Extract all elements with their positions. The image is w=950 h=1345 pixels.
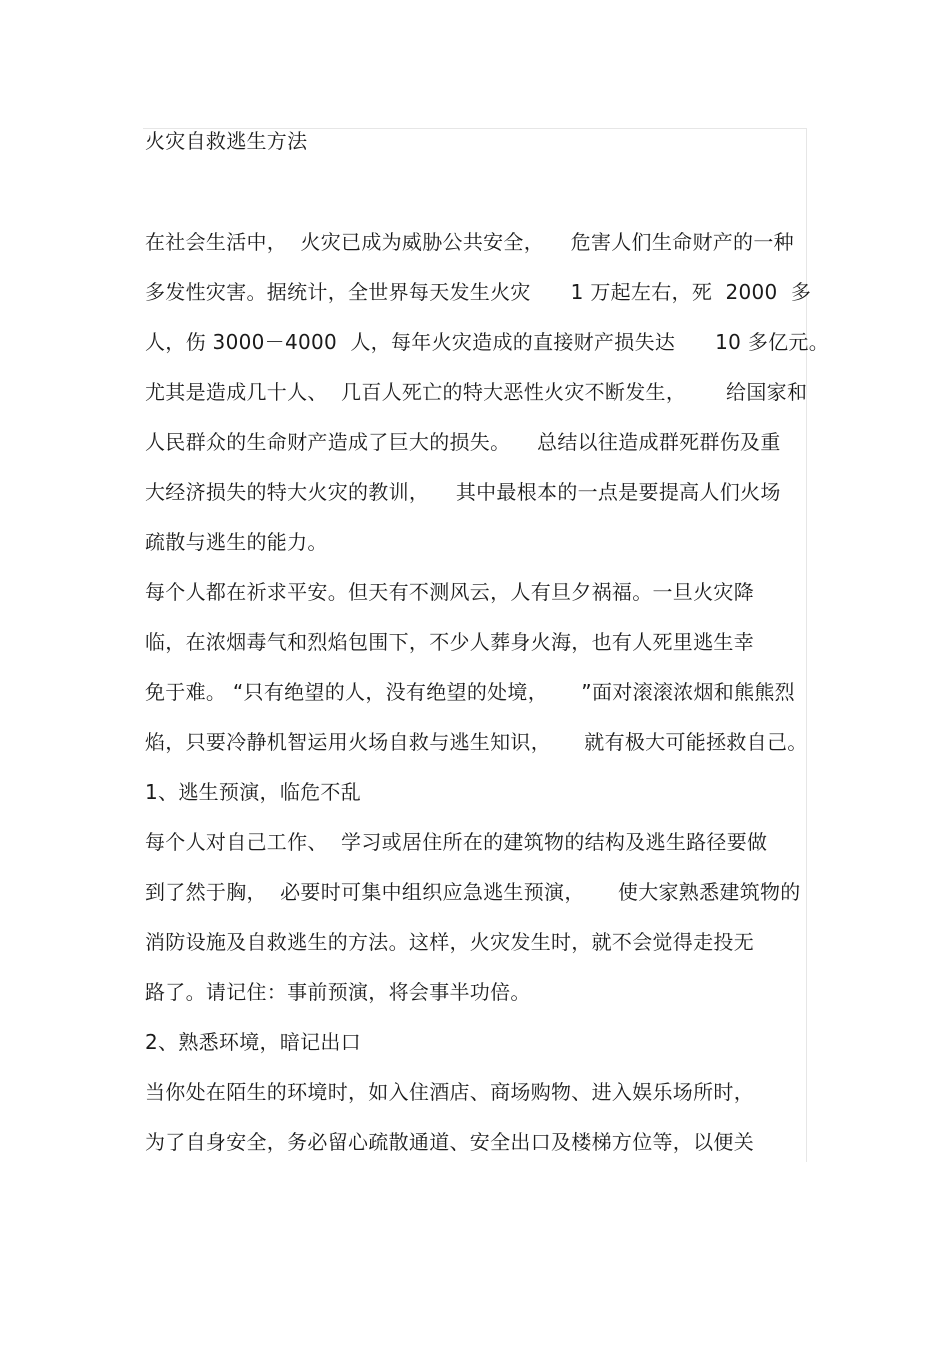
body-line-6: 大经济损失的特大火灾的教训， 其中最根本的一点是要提高人们火场 bbox=[145, 480, 781, 504]
body-line-11: 焰，只要冷静机智运用火场自救与逃生知识， 就有极大可能拯救自己。 bbox=[145, 730, 808, 754]
body-line-13: 每个人对自己工作、 学习或居住所在的建筑物的结构及逃生路径要做 bbox=[145, 830, 768, 854]
body-line-18: 当你处在陌生的环境时，如入住酒店、商场购物、进入娱乐场所时， bbox=[145, 1080, 754, 1104]
body-line-15: 消防设施及自救逃生的方法。这样，火灾发生时，就不会觉得走投无 bbox=[145, 930, 754, 954]
body-line-10: 免于难。 “只有绝望的人，没有绝望的处境， ”面对滚滚浓烟和熊熊烈 bbox=[145, 680, 795, 704]
body-line-8: 每个人都在祈求平安。但天有不测风云，人有旦夕祸福。一旦火灾降 bbox=[145, 580, 754, 604]
body-line-2: 多发性灾害。据统计，全世界每天发生火灾 1 万起左右，死 2000 多 bbox=[145, 280, 812, 304]
body-line-7: 疏散与逃生的能力。 bbox=[145, 530, 328, 554]
body-line-19: 为了自身安全，务必留心疏散通道、安全出口及楼梯方位等，以便关 bbox=[145, 1130, 754, 1154]
body-line-14: 到了然于胸， 必要时可集中组织应急逃生预演， 使大家熟悉建筑物的 bbox=[145, 880, 801, 904]
body-line-16: 路了。请记住：事前预演，将会事半功倍。 bbox=[145, 980, 531, 1004]
body-line-9: 临，在浓烟毒气和烈焰包围下，不少人葬身火海，也有人死里逃生幸 bbox=[145, 630, 754, 654]
section-heading-2: 2、熟悉环境，暗记出口 bbox=[145, 1030, 362, 1054]
body-line-5: 人民群众的生命财产造成了巨大的损失。 总结以往造成群死群伤及重 bbox=[145, 430, 781, 454]
section-heading-1: 1、逃生预演，临危不乱 bbox=[145, 780, 362, 804]
body-line-3: 人，伤 3000－4000 人，每年火灾造成的直接财产损失达 10 多亿元。 bbox=[145, 330, 830, 354]
body-line-1: 在社会生活中， 火灾已成为威胁公共安全， 危害人们生命财产的一种 bbox=[145, 230, 794, 254]
document-title: 火灾自救逃生方法 bbox=[145, 129, 308, 153]
body-line-4: 尤其是造成几十人、 几百人死亡的特大恶性火灾不断发生， 给国家和 bbox=[145, 380, 808, 404]
